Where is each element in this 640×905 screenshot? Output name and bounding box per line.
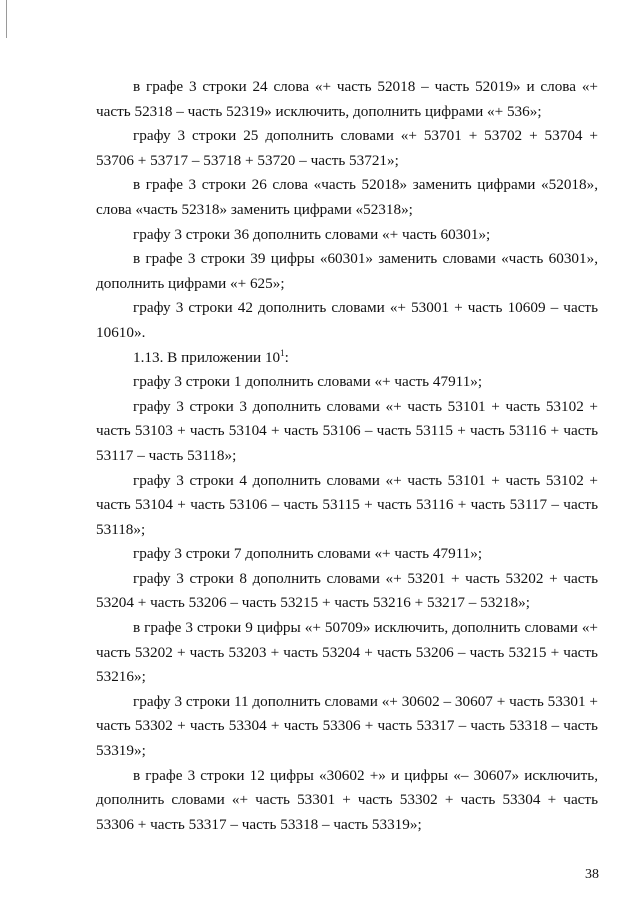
paragraph-appendix-row-1: графу 3 строки 1 дополнить словами «+ часть 47911»; bbox=[133, 373, 483, 391]
document-page bbox=[96, 75, 598, 837]
paragraph-appendix-row-4: графу 3 строки 4 дополнить словами «+ часть 53101 + часть 53102 + часть 53104 + часть 53106 – часть 53115 + часть 53116 + часть 53117 – часть 53118»; bbox=[96, 471, 598, 538]
paragraph-appendix-row-12: в графе 3 строки 12 цифры «30602 +» и цифры «– 30607» исключить, дополнить словами «+ часть 53301 + часть 53302 + часть 53304 + часть 53306 + часть 53317 – часть 53318 – часть 53319»; bbox=[96, 766, 598, 833]
section-heading-superscript: 1 bbox=[280, 347, 285, 358]
paragraph-row-39: в графе 3 строки 39 цифры «60301» заменить словами «часть 60301», дополнить цифрами «+ 625»; bbox=[96, 250, 598, 292]
paragraph-appendix-row-3: графу 3 строки 3 дополнить словами «+ часть 53101 + часть 53102 + часть 53103 + часть 53104 + часть 53106 – часть 53115 + часть 53116 + часть 53117 – часть 53118»; bbox=[96, 397, 598, 464]
paragraph-row-36: графу 3 строки 36 дополнить словами «+ часть 60301»; bbox=[133, 225, 491, 243]
section-heading-suffix: : bbox=[284, 348, 289, 366]
section-heading bbox=[96, 346, 598, 371]
paragraph-appendix-row-11: графу 3 строки 11 дополнить словами «+ 30602 – 30607 + часть 53301 + часть 53302 + часть 53304 + часть 53306 + часть 53317 – часть 53318 – часть 53319»; bbox=[96, 692, 598, 760]
paragraph-row-24: в графе 3 строки 24 слова «+ часть 52018 – часть 52019» и слова «+ часть 52318 – часть 52319» исключить, дополнить цифрами «+ 536»; bbox=[96, 78, 598, 120]
paragraph-appendix-row-7: графу 3 строки 7 дополнить словами «+ часть 47911»; bbox=[133, 545, 483, 563]
page-number: 38 bbox=[585, 867, 599, 882]
paragraph-row-26: в графе 3 строки 26 слова «часть 52018» заменить цифрами «52018», слова «часть 52318» заменить цифрами «52318»; bbox=[96, 176, 598, 218]
paragraph-row-42: графу 3 строки 42 дополнить словами «+ 53001 + часть 10609 – часть 10610». bbox=[96, 299, 598, 341]
paragraph-appendix-row-9: в графе 3 строки 9 цифры «+ 50709» исключить, дополнить словами «+ часть 53202 + часть 53203 + часть 53204 + часть 53206 – часть 53215 + часть 53216»; bbox=[96, 619, 598, 686]
scan-edge-line bbox=[6, 0, 7, 38]
paragraph-row-25: графу 3 строки 25 дополнить словами «+ 53701 + 53702 + 53704 + 53706 + 53717 – 53718 + 53720 – часть 53721»; bbox=[96, 127, 598, 169]
paragraph-appendix-row-8: графу 3 строки 8 дополнить словами «+ 53201 + часть 53202 + часть 53204 + часть 53206 – часть 53215 + часть 53216 + 53217 – 53218»; bbox=[96, 569, 598, 612]
section-heading-text: 1.13. В приложении 10 bbox=[133, 348, 281, 366]
